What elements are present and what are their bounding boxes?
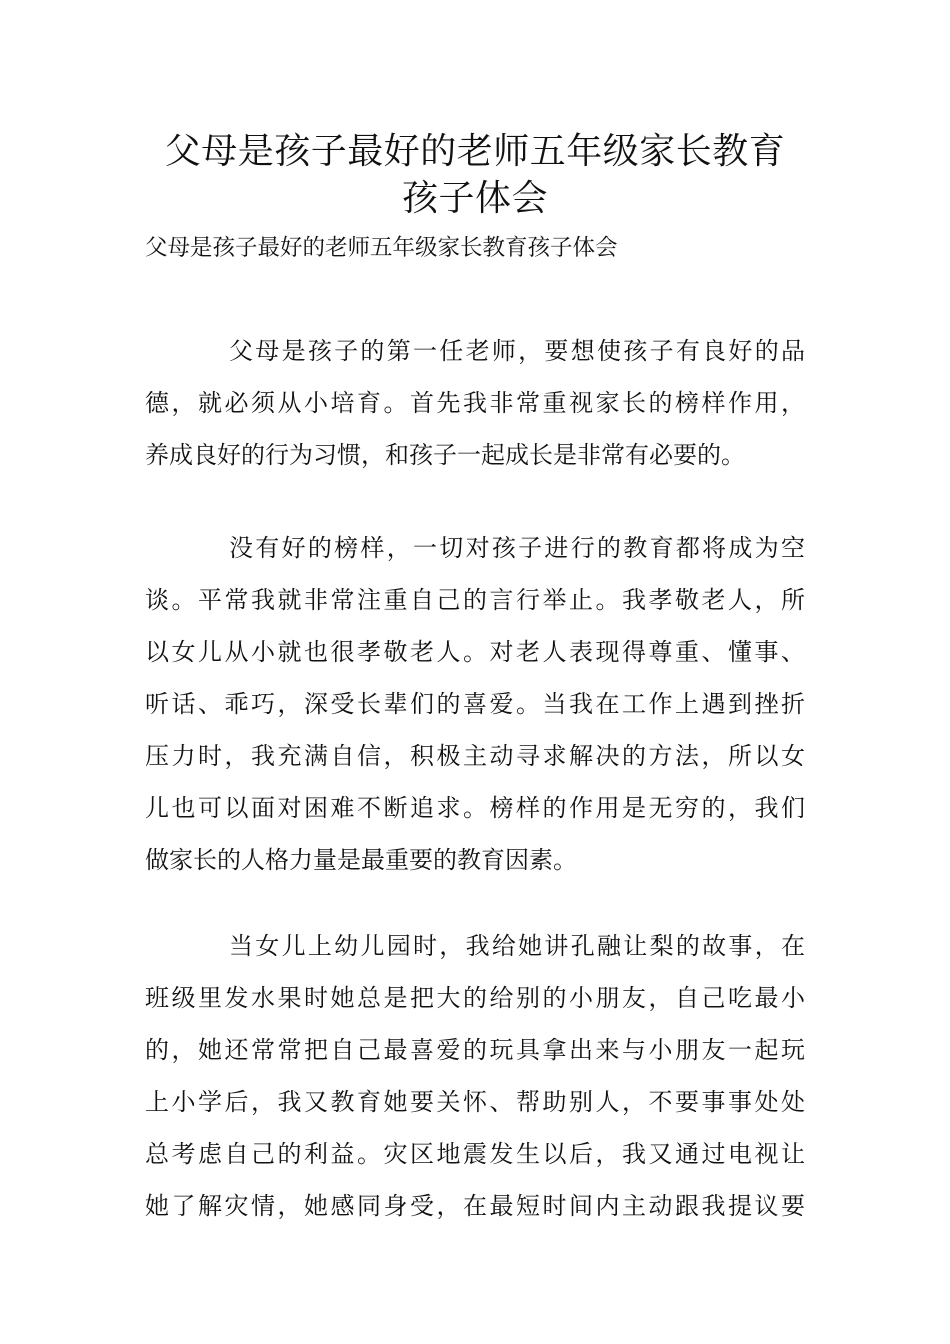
paragraph-line: 德，就必须从小培育。首先我非常重视家长的榜样作用，: [145, 389, 805, 417]
paragraph-line: 的，她还常常把自己最喜爱的玩具拿出来与小朋友一起玩: [145, 1036, 805, 1064]
paragraph-line: 父母是孩子的第一任老师，要想使孩子有良好的品: [229, 337, 805, 365]
paragraph-3: [145, 920, 805, 1232]
paragraph-line: 她了解灾情，她感同身受，在最短时间内主动跟我提议要: [145, 1192, 805, 1220]
paragraph-line: 做家长的人格力量是最重要的教育因素。: [145, 846, 577, 874]
paragraph-line: 总考虑自己的利益。灾区地震发生以后，我又通过电视让: [145, 1140, 805, 1168]
paragraph-line: 没有好的榜样，一切对孩子进行的教育都将成为空: [229, 534, 805, 562]
paragraph-line: 儿也可以面对困难不断追求。榜样的作用是无穷的，我们: [145, 794, 805, 822]
paragraph-1: [145, 325, 805, 481]
paragraph-line: 听话、乖巧，深受长辈们的喜爱。当我在工作上遇到挫折: [145, 690, 805, 718]
paragraph-line: 以女儿从小就也很孝敬老人。对老人表现得尊重、懂事、: [145, 638, 805, 666]
paragraph-line: 谈。平常我就非常注重自己的言行举止。我孝敬老人，所: [145, 586, 805, 614]
paragraph-line: 压力时，我充满自信，积极主动寻求解决的方法，所以女: [145, 742, 805, 770]
paragraph-line: 养成良好的行为习惯，和孩子一起成长是非常有必要的。: [145, 441, 745, 469]
document-subtitle: 父母是孩子最好的老师五年级家长教育孩子体会: [145, 235, 618, 261]
paragraph-line: 当女儿上幼儿园时，我给她讲孔融让梨的故事，在: [229, 932, 805, 960]
paragraph-2: [145, 522, 805, 886]
paragraph-line: 上小学后，我又教育她要关怀、帮助别人，不要事事处处: [145, 1088, 805, 1116]
document-title-line-1: 父母是孩子最好的老师五年级家长教育: [164, 131, 786, 172]
paragraph-line: 班级里发水果时她总是把大的给别的小朋友，自己吃最小: [145, 984, 805, 1012]
document-title-line-2: 孩子体会: [401, 178, 548, 219]
